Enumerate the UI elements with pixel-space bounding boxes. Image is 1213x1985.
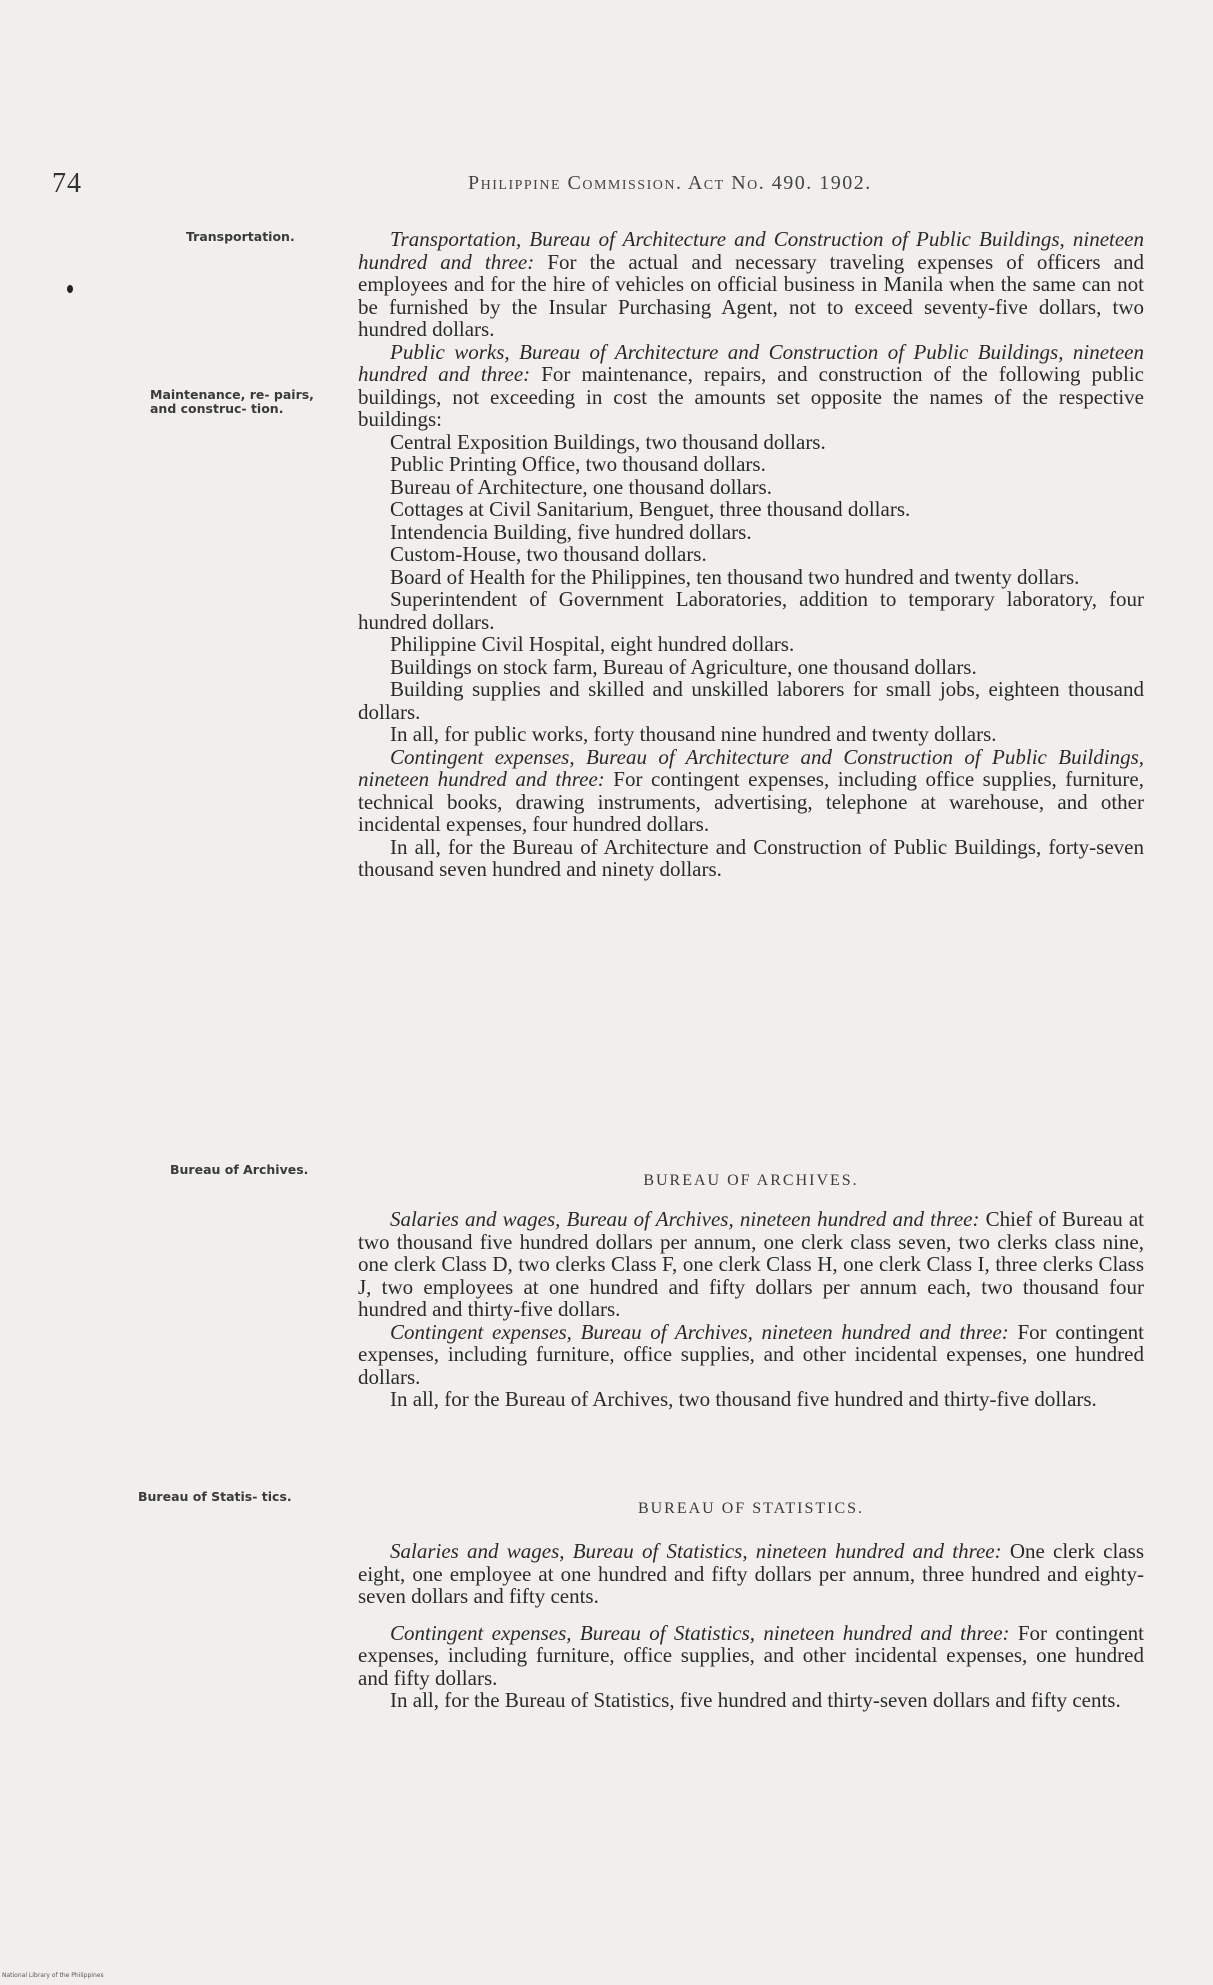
margin-note-statistics: Bureau of Statis- tics. [138, 1489, 292, 1504]
paragraph-total-architecture: In all, for the Bureau of Architecture and Construction of Public Buildings, forty-seven thousand seven hundred and ninety dollars. [358, 834, 1144, 881]
list-item: Board of Health for the Philippines, ten thousand two hundred and twenty dollars. [390, 564, 1080, 589]
paragraph-statistics-salaries: Salaries and wages, Bureau of Statistics, nineteen hundred and three: One clerk class eight, one employee at one hundred and fifty dollars per annum, three hundred and eighty-seven dollars and fifty cents. [358, 1539, 1144, 1608]
list-item: Custom-House, two thousand dollars. [390, 542, 707, 566]
list-item: Intendencia Building, five hundred dollars. [390, 519, 752, 544]
running-head: Philippine Commission. Act No. 490. 1902. [468, 172, 872, 194]
paragraph-transportation: Transportation, Bureau of Architecture and Construction of Public Buildings, nineteen hundred and three: For the actual and necessary traveling expenses of officers and employees and for the hire of vehicles on official business in Manila when the same can not be furnished by the Insular Purchasing Agent, not to exceed seventy-five dollars, two hundred dollars. [358, 227, 1144, 341]
paragraph-archives-salaries: Salaries and wages, Bureau of Archives, nineteen hundred and three: Chief of Bureau at two thousand five hundred dollars per annum, one clerk class seven, two clerks class nine, one clerk Class D, two clerks Class F, one clerk Class H, one clerk Class I, three clerks Class J, two employees at one hundred and fifty dollars per annum each, two thousand four hundred and thirty-five dollars. [358, 1207, 1144, 1321]
body-text-block-1 [358, 228, 1144, 881]
paragraph-archives-total: In all, for the Bureau of Archives, two thousand five hundred and thirty-five dollars. [390, 1387, 1097, 1411]
paragraph-archives-contingent: Contingent expenses, Bureau of Archives, nineteen hundred and three: For contingent expenses, including furniture, office supplies, and other incidental expenses, one hundred dollars. [358, 1319, 1144, 1389]
body-text-block-3 [358, 1540, 1144, 1712]
list-item: Cottages at Civil Sanitarium, Benguet, three thousand dollars. [390, 497, 911, 521]
margin-note-archives: Bureau of Archives. [170, 1162, 309, 1177]
margin-note-transportation: Transportation. [186, 229, 295, 244]
list-item: Philippine Civil Hospital, eight hundred dollars. [390, 632, 795, 656]
paragraph-public-works: Public works, Bureau of Architecture and Construction of Public Buildings, nineteen hundred and three: For maintenance, repairs, and construction of the following public buildings, not exceeding in cost the amounts set opposite the names of the respective buildings: [358, 339, 1144, 431]
list-item: Buildings on stock farm, Bureau of Agriculture, one thousand dollars. [390, 654, 977, 679]
heading-bureau-of-archives: BUREAU OF ARCHIVES. [643, 1172, 859, 1189]
list-item: Bureau of Architecture, one thousand dollars. [390, 474, 772, 499]
margin-note-maintenance: Maintenance, re- pairs, and construc- tion. [150, 387, 314, 416]
scan-footer: National Library of the Philippines [2, 1972, 104, 1979]
list-item: Public Printing Office, two thousand dollars. [390, 452, 766, 476]
ink-spot [67, 285, 73, 293]
list-item: Central Exposition Buildings, two thousand dollars. [390, 429, 826, 454]
list-item: In all, for public works, forty thousand nine hundred and twenty dollars. [390, 722, 997, 746]
paragraph-statistics-contingent: Contingent expenses, Bureau of Statistics, nineteen hundred and three: For contingent expenses, including furniture, office supplies, and other incidental expenses, one hundred and fifty dollars. [358, 1620, 1144, 1690]
body-text-block-2 [358, 1208, 1144, 1411]
paragraph-statistics-total: In all, for the Bureau of Statistics, five hundred and thirty-seven dollars and fifty cents. [390, 1688, 1121, 1712]
heading-bureau-of-statistics: BUREAU OF STATISTICS. [637, 1500, 865, 1517]
list-item: Superintendent of Government Laboratories, addition to temporary laboratory, four hundred dollars. [358, 587, 1144, 634]
page-number: 74 [52, 168, 82, 199]
paragraph-contingent-architecture: Contingent expenses, Bureau of Architecture and Construction of Public Buildings, nineteen hundred and three: For contingent expenses, including office supplies, furniture, technical books, drawing instruments, advertising, telephone at warehouse, and other incidental expenses, four hundred dollars. [358, 744, 1144, 836]
list-item: Building supplies and skilled and unskilled laborers for small jobs, eighteen thousand dollars. [358, 677, 1144, 724]
